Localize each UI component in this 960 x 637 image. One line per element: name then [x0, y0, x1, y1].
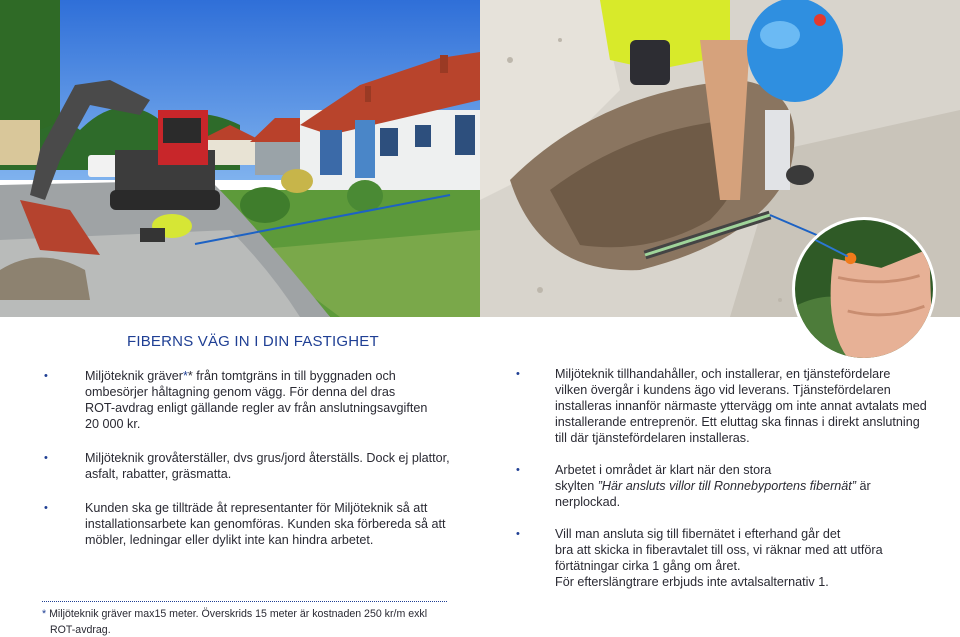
- bullet-dot: •: [44, 370, 48, 382]
- section-heading: FIBERNS VÄG IN I DIN FASTIGHET: [127, 333, 379, 350]
- footnote-text: Miljöteknik gräver max15 meter. Överskrids 15 meter är kostnaden 250 kr/m exkl: [46, 608, 428, 620]
- list-item-text: asfalt, rabatter, gräsmatta.: [85, 467, 232, 481]
- bullet-dot: •: [516, 528, 520, 540]
- footnote-marker: *: [42, 608, 47, 620]
- list-item-text: nerplockad.: [555, 495, 621, 509]
- list-item-text: 20 000 kr.: [85, 417, 141, 431]
- list-item-text: Miljöteknik tillhandahåller, och installerar, en tjänstefördelare: [555, 367, 891, 381]
- list-item: [514, 366, 934, 446]
- list-item-text: För efterslängtrare erbjuds inte avtalsalternativ 1.: [555, 575, 829, 589]
- list-item-text: installeras innanför närmaste yttervägg om inte annat avtalats med: [555, 399, 927, 413]
- footnote-divider: [42, 601, 447, 602]
- list-item-text: Kunden ska ge tillträde åt representanter för Miljöteknik så att: [85, 501, 428, 515]
- list-item-text: förtätningar cirka 1 gång om året.: [555, 559, 741, 573]
- bullet-dot: •: [516, 368, 520, 380]
- list-item: [40, 450, 460, 482]
- footnote-marker: *: [182, 369, 188, 383]
- list-item-text: möbler, ledningar eller dylikt inte kan hindra arbetet.: [85, 533, 374, 547]
- list-item-text: Miljöteknik gräver: [85, 369, 183, 383]
- list-item-text: * från tomtgräns in till byggnaden och: [187, 369, 396, 383]
- list-item-text: skylten: [555, 479, 598, 493]
- list-item-text: installationsarbete kan genomföras. Kunden ska förbereda så att: [85, 517, 446, 531]
- list-item-text: installerande entreprenör. Ett eluttag ska finnas i direkt anslutning: [555, 415, 920, 429]
- sign-quote: ”Här ansluts villor till Ronnebyportens fibernät”: [597, 479, 856, 493]
- list-item-text: Arbetet i området är klart när den stora: [555, 463, 772, 477]
- list-item-text: Miljöteknik grovåterställer, dvs grus/jord återställs. Dock ej plattor,: [85, 451, 450, 465]
- list-item-text: är: [856, 479, 871, 493]
- list-item: [40, 368, 460, 432]
- list-item: [514, 462, 934, 510]
- footnote-text: ROT-avdrag.: [50, 624, 111, 636]
- list-item-text: ROT-avdrag enligt gällande regler av från anslutningsavgiften: [85, 401, 428, 415]
- list-item-text: vilken övergår i kundens ägo vid leverans. Tjänstefördelaren: [555, 383, 891, 397]
- footnote: [42, 606, 462, 637]
- list-item: [514, 526, 934, 590]
- left-column: [40, 368, 460, 566]
- list-item-text: Vill man ansluta sig till fibernätet i efterhand går det: [555, 527, 841, 541]
- list-item-text: bra att skicka in fiberavtalet till oss, vi räknar med att utföra: [555, 543, 883, 557]
- bullet-dot: •: [44, 452, 48, 464]
- bullet-dot: •: [44, 502, 48, 514]
- photo-excavation-street: [0, 0, 480, 317]
- right-column: [514, 366, 934, 606]
- inset-fiber-closeup: [792, 217, 936, 361]
- list-item: [40, 500, 460, 548]
- bullet-dot: •: [516, 464, 520, 476]
- list-item-text: till där tjänstefördelaren installeras.: [555, 431, 750, 445]
- list-item-text: ombesörjer håltagning genom vägg. För denna del dras: [85, 385, 396, 399]
